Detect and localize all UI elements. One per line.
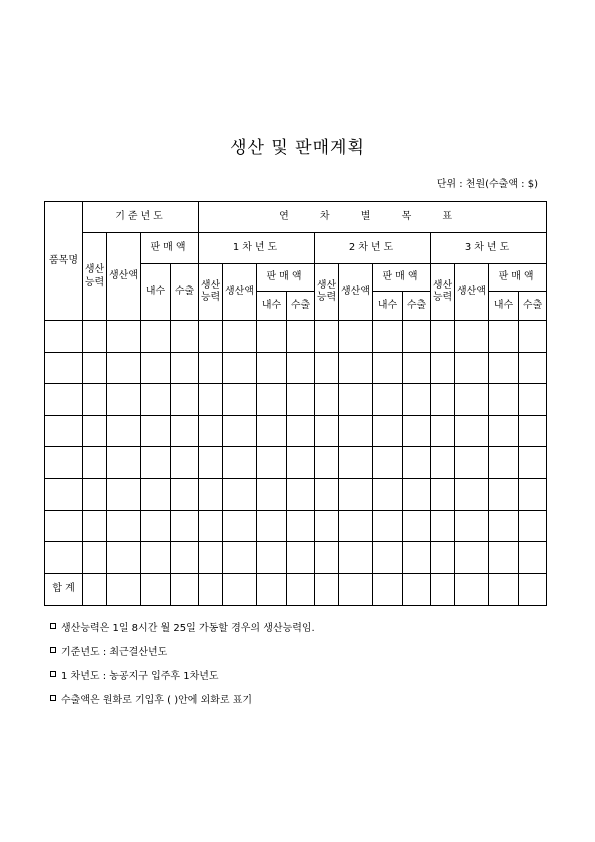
table-cell[interactable] — [199, 384, 223, 416]
production-amount-header: 생산액 — [223, 264, 257, 321]
table-cell[interactable] — [315, 510, 339, 542]
table-cell[interactable] — [287, 384, 315, 416]
table-cell[interactable] — [199, 573, 223, 605]
table-cell[interactable] — [223, 510, 257, 542]
unit-note: 단위 : 천원(수출액 : $) — [436, 179, 538, 190]
table-cell[interactable] — [455, 352, 489, 384]
table-cell[interactable] — [257, 352, 287, 384]
sales-amount-header: 판매액 — [257, 264, 315, 292]
table-cell[interactable] — [257, 510, 287, 542]
table-cell[interactable] — [107, 447, 141, 479]
table-cell[interactable] — [45, 352, 83, 384]
table-cell[interactable] — [339, 352, 373, 384]
table-cell[interactable] — [107, 573, 141, 605]
table-cell[interactable] — [141, 447, 171, 479]
table-cell[interactable] — [223, 384, 257, 416]
table-cell[interactable] — [339, 384, 373, 416]
note-text: 생산능력은 1일 8시간 월 25일 가동할 경우의 생산능력임. — [61, 622, 315, 634]
table-cell[interactable] — [83, 415, 107, 447]
table-cell[interactable] — [431, 478, 455, 510]
export-header: 수출 — [287, 292, 315, 321]
table-cell[interactable] — [455, 321, 489, 353]
table-cell[interactable] — [315, 542, 339, 574]
table-cell[interactable] — [171, 321, 199, 353]
table-cell[interactable] — [257, 321, 287, 353]
table-cell[interactable] — [83, 478, 107, 510]
table-cell[interactable] — [287, 321, 315, 353]
table-cell[interactable] — [519, 415, 547, 447]
table-cell[interactable] — [257, 384, 287, 416]
table-cell[interactable] — [339, 573, 373, 605]
table-cell[interactable] — [403, 321, 431, 353]
table-cell[interactable] — [223, 573, 257, 605]
table-cell[interactable] — [455, 542, 489, 574]
table-cell[interactable] — [373, 447, 403, 479]
table-cell[interactable] — [257, 415, 287, 447]
table-cell[interactable] — [431, 542, 455, 574]
table-cell[interactable] — [83, 510, 107, 542]
table-cell[interactable] — [519, 542, 547, 574]
table-cell[interactable] — [373, 352, 403, 384]
table-cell[interactable] — [455, 478, 489, 510]
table-cell[interactable] — [373, 542, 403, 574]
production-amount-header: 생산액 — [339, 264, 373, 321]
table-cell[interactable] — [171, 478, 199, 510]
table-cell[interactable] — [45, 447, 83, 479]
domestic-header: 내수 — [373, 292, 403, 321]
plan-table — [44, 201, 547, 606]
table-cell[interactable] — [45, 510, 83, 542]
table-cell[interactable] — [287, 415, 315, 447]
table-cell[interactable] — [141, 352, 171, 384]
table-cell[interactable] — [431, 510, 455, 542]
table-cell[interactable] — [83, 321, 107, 353]
table-cell[interactable] — [83, 352, 107, 384]
table-cell[interactable] — [223, 478, 257, 510]
table-cell[interactable] — [223, 352, 257, 384]
table-cell[interactable] — [519, 384, 547, 416]
table-cell[interactable] — [489, 447, 519, 479]
table-cell[interactable] — [519, 510, 547, 542]
table-cell[interactable] — [171, 352, 199, 384]
bullet-icon — [50, 623, 56, 629]
document-title: 생산 및 판매계획 — [230, 138, 365, 158]
table-cell[interactable] — [315, 321, 339, 353]
table-cell[interactable] — [45, 478, 83, 510]
table-cell[interactable] — [519, 352, 547, 384]
notes — [50, 614, 315, 710]
table-cell[interactable] — [107, 542, 141, 574]
table-cell[interactable] — [403, 415, 431, 447]
table-cell[interactable] — [455, 510, 489, 542]
table-cell[interactable] — [199, 415, 223, 447]
table-cell[interactable] — [287, 352, 315, 384]
table-cell[interactable] — [431, 384, 455, 416]
table-cell[interactable] — [45, 542, 83, 574]
table-cell[interactable] — [403, 542, 431, 574]
table-cell[interactable] — [171, 447, 199, 479]
table-cell[interactable] — [171, 542, 199, 574]
table-cell[interactable] — [339, 447, 373, 479]
table-cell[interactable] — [431, 352, 455, 384]
table-cell[interactable] — [373, 321, 403, 353]
table-cell[interactable] — [257, 478, 287, 510]
table-cell[interactable] — [257, 447, 287, 479]
table-cell[interactable] — [519, 478, 547, 510]
table-cell[interactable] — [373, 510, 403, 542]
table-cell[interactable] — [45, 415, 83, 447]
table-cell[interactable] — [199, 478, 223, 510]
export-header: 수출 — [403, 292, 431, 321]
table-cell[interactable] — [373, 384, 403, 416]
export-header: 수출 — [519, 292, 547, 321]
note-text: 1 차년도 : 농공지구 입주후 1차년도 — [61, 670, 219, 682]
table-cell[interactable] — [373, 415, 403, 447]
domestic-header: 내수 — [257, 292, 287, 321]
capacity-header: 생산 능력 — [315, 264, 339, 321]
table-cell[interactable] — [83, 447, 107, 479]
table-cell[interactable] — [455, 573, 489, 605]
table-cell[interactable] — [489, 478, 519, 510]
table-cell[interactable] — [171, 573, 199, 605]
table-row — [45, 510, 547, 542]
table-cell[interactable] — [107, 478, 141, 510]
table-cell[interactable] — [223, 321, 257, 353]
table-row — [45, 447, 547, 479]
table-cell[interactable] — [199, 510, 223, 542]
table-cell[interactable] — [455, 384, 489, 416]
table-body — [45, 321, 547, 574]
table-cell[interactable] — [287, 447, 315, 479]
table-cell[interactable] — [107, 352, 141, 384]
table-row — [45, 478, 547, 510]
table-cell[interactable] — [431, 447, 455, 479]
table-cell[interactable] — [315, 573, 339, 605]
note-text: 수출액은 원화로 기입후 ( )안에 외화로 표기 — [61, 694, 253, 706]
table-cell[interactable] — [315, 415, 339, 447]
item-name-header: 품목명 — [45, 202, 83, 321]
table-cell[interactable] — [83, 384, 107, 416]
table-cell[interactable] — [141, 478, 171, 510]
table-cell[interactable] — [489, 321, 519, 353]
table-cell[interactable] — [45, 321, 83, 353]
table-row — [45, 352, 547, 384]
table-cell[interactable] — [339, 321, 373, 353]
table-cell[interactable] — [315, 352, 339, 384]
bullet-icon — [50, 671, 56, 677]
table-cell[interactable] — [107, 415, 141, 447]
table-cell[interactable] — [199, 321, 223, 353]
table-cell[interactable] — [171, 510, 199, 542]
table-row — [45, 384, 547, 416]
note-item — [50, 614, 315, 638]
table-cell[interactable] — [83, 542, 107, 574]
year-1-header: 1차년도 — [199, 233, 315, 264]
table-cell[interactable] — [431, 415, 455, 447]
table-cell[interactable] — [489, 542, 519, 574]
bullet-icon — [50, 647, 56, 653]
production-amount-header: 생산액 — [107, 233, 141, 321]
domestic-header: 내수 — [489, 292, 519, 321]
table-cell[interactable] — [141, 573, 171, 605]
base-year-header: 기준년도 — [83, 202, 199, 233]
table-cell[interactable] — [339, 415, 373, 447]
table-cell[interactable] — [403, 352, 431, 384]
table-cell[interactable] — [171, 415, 199, 447]
table-cell[interactable] — [489, 415, 519, 447]
table-cell[interactable] — [199, 542, 223, 574]
table-cell[interactable] — [199, 352, 223, 384]
capacity-header: 생산 능력 — [83, 233, 107, 321]
table-cell[interactable] — [489, 573, 519, 605]
year-2-header: 2차년도 — [315, 233, 431, 264]
yearly-target-header: 연 차 별 목 표 — [199, 202, 547, 233]
table-row — [45, 542, 547, 574]
sales-amount-header: 판매액 — [141, 233, 199, 264]
table-cell[interactable] — [431, 321, 455, 353]
table-cell[interactable] — [287, 478, 315, 510]
table-cell[interactable] — [287, 573, 315, 605]
table-cell[interactable] — [223, 542, 257, 574]
table-cell[interactable] — [519, 321, 547, 353]
table-cell[interactable] — [373, 478, 403, 510]
table-cell[interactable] — [83, 573, 107, 605]
table-cell[interactable] — [141, 415, 171, 447]
table-cell[interactable] — [199, 447, 223, 479]
domestic-header: 내수 — [141, 264, 171, 321]
table-cell[interactable] — [373, 573, 403, 605]
table-cell[interactable] — [223, 447, 257, 479]
table-cell[interactable] — [489, 384, 519, 416]
table-cell[interactable] — [455, 447, 489, 479]
year-3-header: 3차년도 — [431, 233, 547, 264]
table-cell[interactable] — [519, 447, 547, 479]
table-cell[interactable] — [339, 478, 373, 510]
table-cell[interactable] — [287, 542, 315, 574]
note-item — [50, 686, 315, 710]
table-cell[interactable] — [107, 510, 141, 542]
table-cell[interactable] — [141, 542, 171, 574]
table-cell[interactable] — [431, 573, 455, 605]
table-cell[interactable] — [489, 510, 519, 542]
table-cell[interactable] — [403, 478, 431, 510]
table-cell[interactable] — [489, 352, 519, 384]
total-label: 합 계 — [45, 573, 83, 605]
table-cell[interactable] — [141, 321, 171, 353]
table-cell[interactable] — [141, 384, 171, 416]
table-cell[interactable] — [171, 384, 199, 416]
sales-amount-header: 판매액 — [373, 264, 431, 292]
sales-amount-header: 판매액 — [489, 264, 547, 292]
table-cell[interactable] — [107, 384, 141, 416]
export-header: 수출 — [171, 264, 199, 321]
production-amount-header: 생산액 — [455, 264, 489, 321]
table-cell[interactable] — [403, 573, 431, 605]
note-item — [50, 662, 315, 686]
table-cell[interactable] — [223, 415, 257, 447]
table-cell[interactable] — [257, 573, 287, 605]
capacity-header: 생산 능력 — [431, 264, 455, 321]
note-item — [50, 638, 315, 662]
table-cell[interactable] — [257, 542, 287, 574]
table-cell[interactable] — [339, 510, 373, 542]
table-cell[interactable] — [141, 510, 171, 542]
table-cell[interactable] — [455, 415, 489, 447]
table-cell[interactable] — [403, 384, 431, 416]
table-cell[interactable] — [315, 478, 339, 510]
table-cell[interactable] — [315, 384, 339, 416]
table-cell[interactable] — [287, 510, 315, 542]
table-cell[interactable] — [45, 384, 83, 416]
table-cell[interactable] — [403, 447, 431, 479]
table-row — [45, 415, 547, 447]
bullet-icon — [50, 695, 56, 701]
table-cell[interactable] — [315, 447, 339, 479]
table-cell[interactable] — [107, 321, 141, 353]
table-cell[interactable] — [403, 510, 431, 542]
table-row — [45, 321, 547, 353]
table-cell[interactable] — [519, 573, 547, 605]
table-cell[interactable] — [339, 542, 373, 574]
capacity-header: 생산 능력 — [199, 264, 223, 321]
note-text: 기준년도 : 최근결산년도 — [61, 646, 168, 658]
